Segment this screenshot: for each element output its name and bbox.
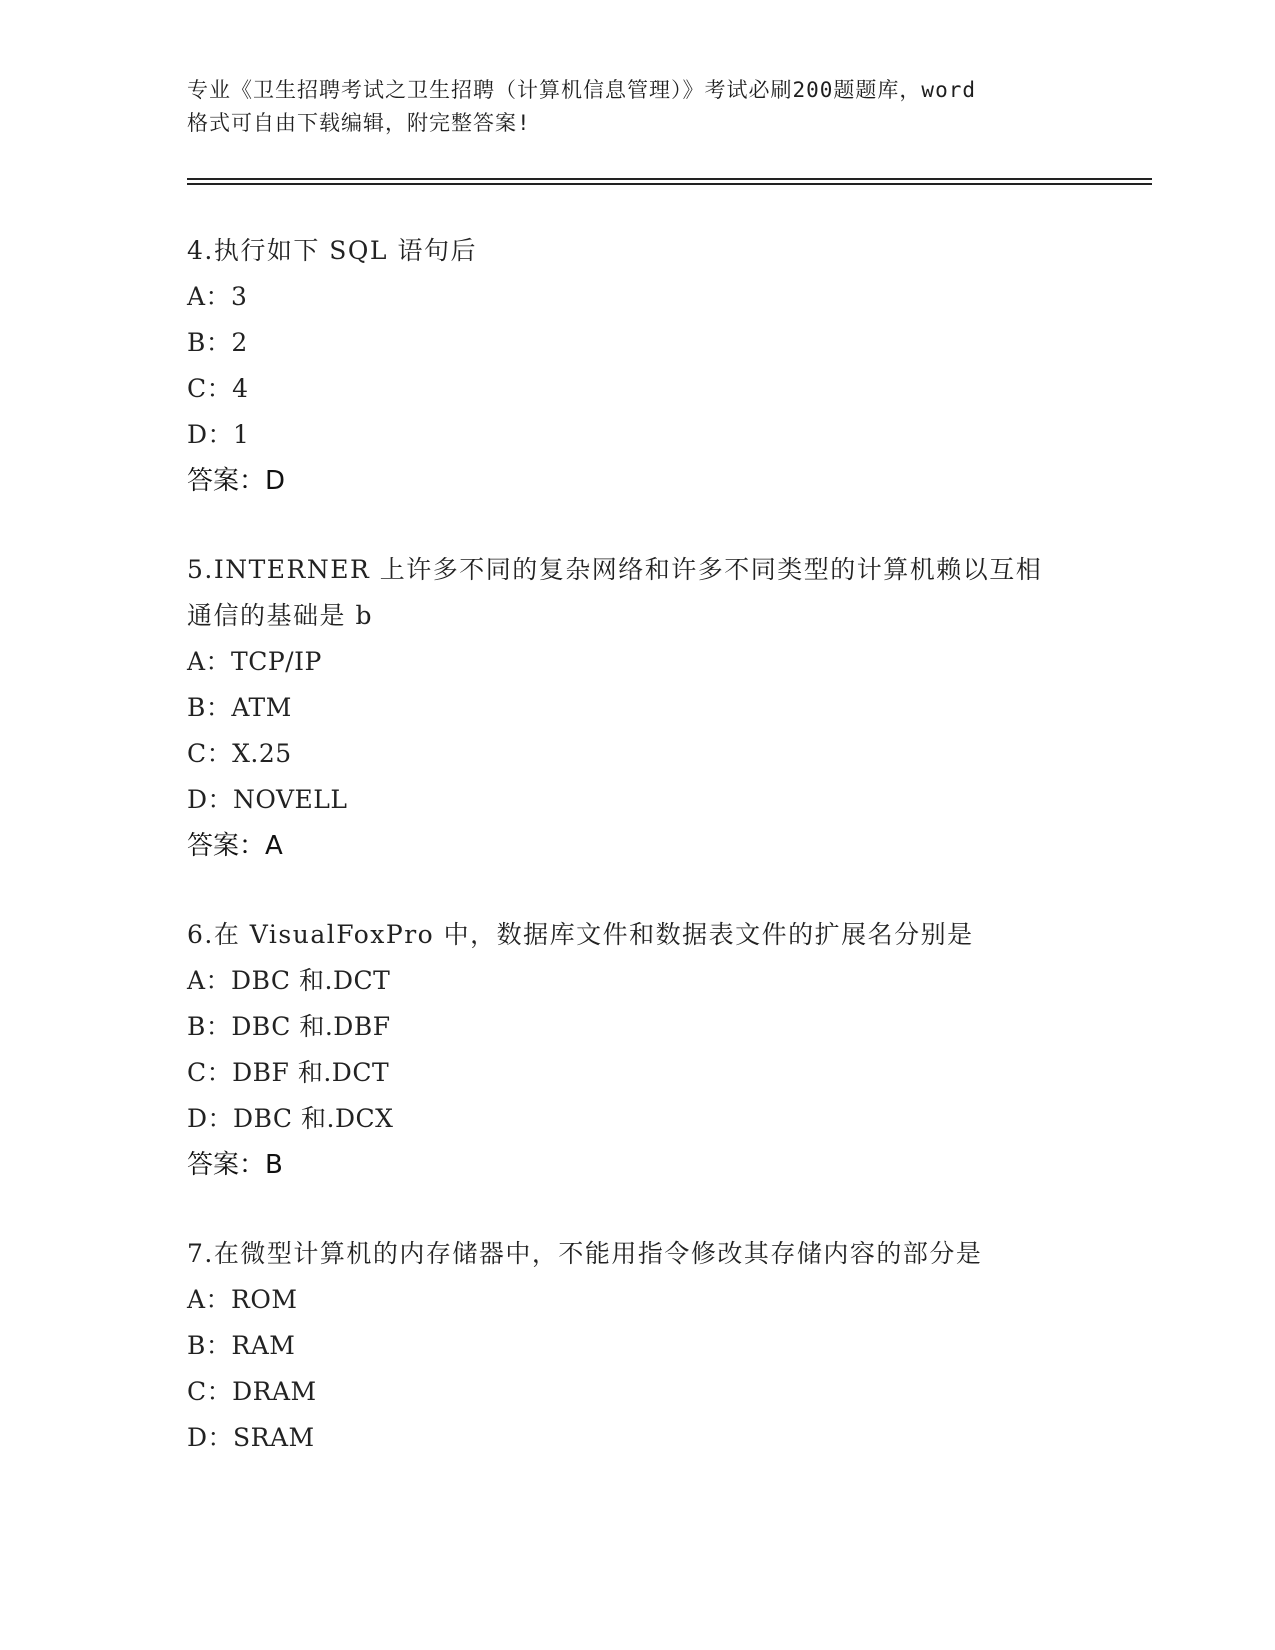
option-d: D：SRAM: [187, 1423, 315, 1452]
option-a: A：TCP/IP: [187, 647, 322, 676]
document-header: [187, 74, 1087, 140]
question-6: [187, 912, 1087, 1188]
answer-line: 答案：B: [187, 1150, 283, 1180]
question-4: [187, 228, 1087, 504]
question-5: [187, 547, 1087, 869]
option-d: D：DBC 和.DCX: [187, 1104, 394, 1133]
answer-line: 答案：A: [187, 831, 283, 861]
header-line-1: 专业《卫生招聘考试之卫生招聘（计算机信息管理）》考试必刷200题题库，word: [187, 78, 976, 102]
header-divider-top: [187, 178, 1152, 180]
option-c: C：X.25: [187, 739, 292, 768]
question-stem: 7.在微型计算机的内存储器中，不能用指令修改其存储内容的部分是: [187, 1239, 983, 1268]
option-d: D：1: [187, 420, 250, 449]
question-stem: 6.在 VisualFoxPro 中，数据库文件和数据表文件的扩展名分别是: [187, 920, 974, 949]
option-c: C：DRAM: [187, 1377, 317, 1406]
option-c: C：4: [187, 374, 249, 403]
option-a: A：3: [187, 282, 248, 311]
option-b: B：ATM: [187, 693, 292, 722]
question-stem: 4.执行如下 SQL 语句后: [187, 236, 477, 265]
option-b: B：2: [187, 328, 248, 357]
option-c: C：DBF 和.DCT: [187, 1058, 390, 1087]
option-d: D：NOVELL: [187, 785, 348, 814]
option-b: B：RAM: [187, 1331, 296, 1360]
question-stem: 5.INTERNER 上许多不同的复杂网络和许多不同类型的计算机赖以互相 通信的基础是 b: [187, 555, 1043, 630]
header-line-2: 格式可自由下载编辑，附完整答案!: [187, 111, 531, 135]
option-a: A：ROM: [187, 1285, 298, 1314]
option-a: A：DBC 和.DCT: [187, 966, 391, 995]
header-divider-bottom: [187, 183, 1152, 185]
question-7: [187, 1231, 1087, 1461]
option-b: B：DBC 和.DBF: [187, 1012, 391, 1041]
answer-line: 答案：D: [187, 466, 286, 496]
